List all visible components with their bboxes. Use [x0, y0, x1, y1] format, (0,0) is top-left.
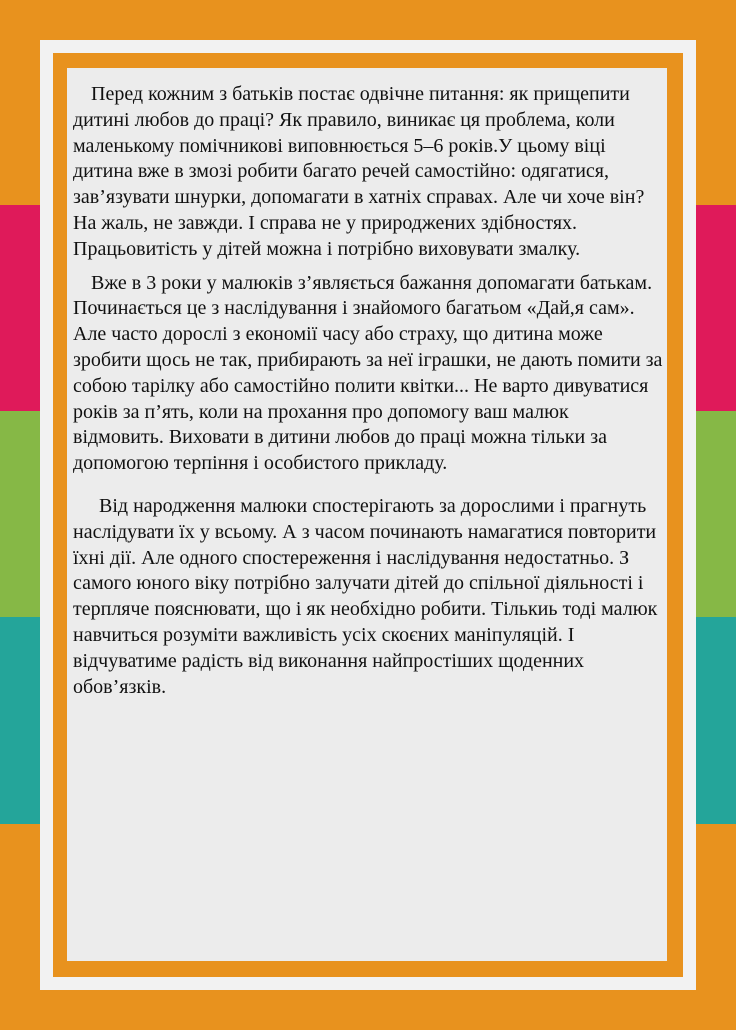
article-body	[73, 82, 663, 700]
paragraph-3: Від народження малюки спостерігають за дорослими і прагнуть наслідувати їх у всьому. А з часом починають намагатися повторити їхні дії. Але одного спостереження і наслідування недостатньо. З самого юного віку потрібно залучати дітей до спільної діяльності і терпляче пояснювати, що і як необхідно робити. Тількиь тоді малюк навчиться розуміти важливість усіх скоєних маніпуляцій. І відчуватиме радість від виконання найпростіших щоденних обов’язків.	[73, 494, 658, 698]
paragraph-2: Вже в 3 роки у малюків з’являється бажання допомагати батькам. Починається це з наслідування і знайомого багатьом «Дай,я сам». Але часто дорослі з економії часу або страху, що дитина може зробити щось не так, прибирають за неї іграшки, не дають помити за собою тарілку або самостійно полити квітки... Не варто дивуватися років за п’ять, коли на прохання про допомогу ваш малюк відмовить. Виховати в дитини любов до праці можна тільки за допомогою терпіння і особистого прикладу.	[73, 271, 663, 475]
paragraph-1: Перед кожним з батьків постає одвічне питання: як прищепити дитині любов до праці? Як правило, виникає ця проблема, коли маленькому помічникові виповнюється 5–6 років.У цьому віці дитина вже в змозі робити багато речей самостійно: одягатися, зав’язувати шнурки, допомагати в хатніх справах. Але чи хоче він? На жаль, не завжди. І справа не у природжених здібностях. Працьовитість у дітей можна і потрібно виховувати змалку.	[73, 83, 645, 260]
